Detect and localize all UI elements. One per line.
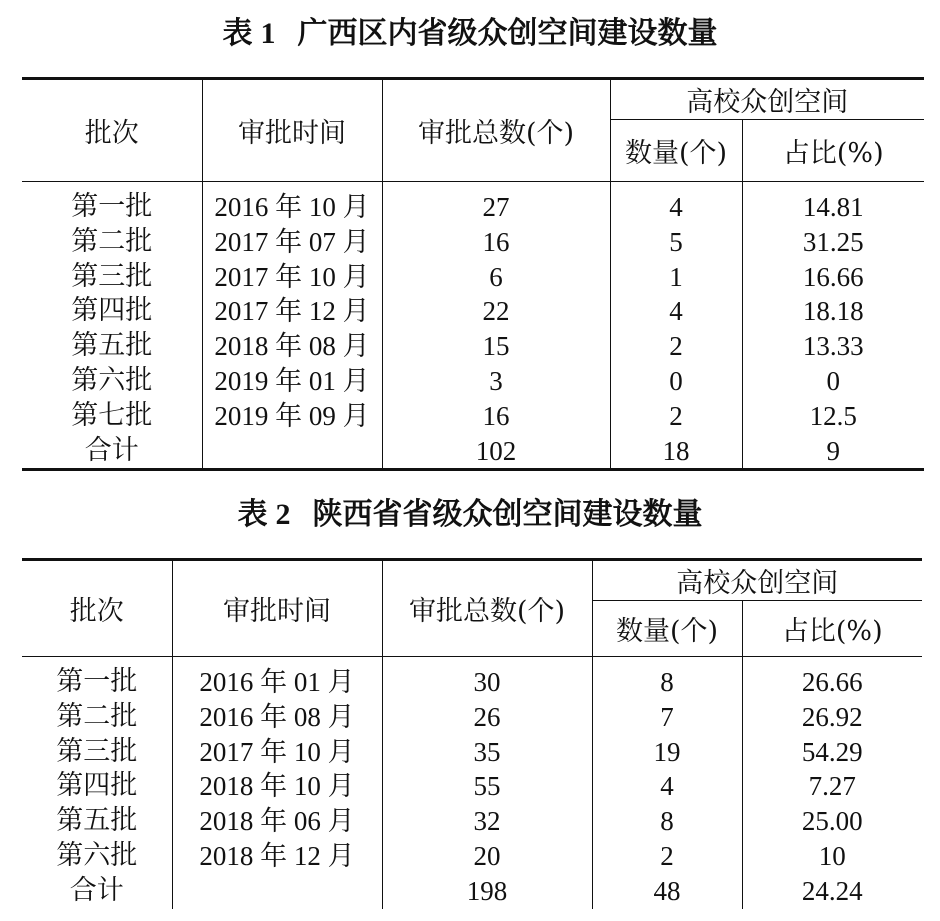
table2-row	[22, 735, 922, 770]
table2-cell-count: 48	[592, 874, 742, 909]
table1-row	[22, 225, 924, 260]
table1-cell-batch: 第七批	[71, 399, 153, 431]
table2-header-total: 审批总数(个)	[382, 560, 592, 657]
table1-cell-time: 2017 年 10 月	[202, 260, 382, 295]
table1-cell-count: 0	[610, 364, 742, 399]
table1-cell-batch: 第五批	[71, 330, 153, 362]
table1-row	[22, 260, 924, 295]
table1-cell-total: 102	[382, 434, 610, 470]
table2-cell-count: 2	[592, 839, 742, 874]
table1-caption-prefix: 表	[222, 16, 253, 51]
table2-cell-total: 35	[382, 735, 592, 770]
table1-cell-count: 1	[610, 260, 742, 295]
table2-cell-time	[172, 874, 382, 909]
table1-cell-total: 16	[382, 399, 610, 434]
table1-header-time: 审批时间	[202, 79, 382, 182]
table2-cell-ratio: 10	[742, 839, 922, 874]
table2-cell-time: 2018 年 06 月	[172, 804, 382, 839]
table1-header-ratio: 占比(%)	[742, 120, 924, 182]
table2-row	[22, 874, 922, 909]
table1-row	[22, 399, 924, 434]
table2-caption-number: 2	[275, 498, 291, 531]
table1-header-group: 高校众创空间	[610, 79, 924, 120]
table2-cell-batch: 第一批	[56, 666, 138, 697]
table2-cell-total: 30	[382, 657, 592, 700]
table1-cell-total: 27	[382, 182, 610, 225]
table2-cell-ratio: 24.24	[742, 874, 922, 909]
table1-cell-time: 2018 年 08 月	[202, 329, 382, 364]
table2-cell-total: 26	[382, 700, 592, 735]
table1-header-total: 审批总数(个)	[382, 79, 610, 182]
table1-cell-total: 16	[382, 225, 610, 260]
table1-cell-count: 4	[610, 182, 742, 225]
table2-row	[22, 700, 922, 735]
table2-cell-total: 55	[382, 769, 592, 804]
table1-cell-total: 22	[382, 294, 610, 329]
table2-cell-count: 8	[592, 657, 742, 700]
table1-cell-time: 2019 年 09 月	[202, 399, 382, 434]
table2-caption	[0, 497, 940, 533]
table2-cell-batch: 第五批	[56, 805, 138, 837]
table2-caption-text: 陕西省省级众创空间建设数量	[312, 497, 703, 532]
table1-cell-count: 5	[610, 225, 742, 260]
table1-cell-ratio: 13.33	[742, 329, 924, 364]
table1-cell-total: 3	[382, 364, 610, 399]
table2-cell-time: 2018 年 10 月	[172, 769, 382, 804]
table2-cell-time: 2018 年 12 月	[172, 839, 382, 874]
table1-cell-count: 18	[610, 434, 742, 470]
table2-header-batch: 批次	[22, 560, 172, 657]
table2-cell-count: 4	[592, 769, 742, 804]
table1-cell-batch: 第一批	[71, 191, 153, 222]
table2-header-time: 审批时间	[172, 560, 382, 657]
table1-header-batch: 批次	[22, 79, 202, 182]
table2-cell-count: 19	[592, 735, 742, 770]
table2-cell-batch: 第三批	[56, 735, 138, 767]
table1-cell-count: 2	[610, 399, 742, 434]
table1-cell-count: 4	[610, 294, 742, 329]
table1-row	[22, 364, 924, 399]
table2-cell-batch: 第四批	[56, 770, 138, 802]
table1-caption-text: 广西区内省级众创空间建设数量	[297, 16, 718, 51]
table2-cell-count: 7	[592, 700, 742, 735]
table1-caption	[0, 16, 940, 52]
table1-cell-ratio: 9	[742, 434, 924, 470]
table2-caption-prefix: 表	[237, 497, 268, 532]
table2-cell-ratio: 54.29	[742, 735, 922, 770]
table2-cell-batch: 第二批	[56, 700, 138, 732]
table1-cell-time	[202, 434, 382, 470]
table2-cell-batch: 第六批	[56, 839, 138, 871]
table1-cell-total: 15	[382, 329, 610, 364]
table2-cell-ratio: 26.92	[742, 700, 922, 735]
table2-cell-total: 32	[382, 804, 592, 839]
table2-header-count: 数量(个)	[592, 601, 742, 657]
table2-cell-time: 2016 年 08 月	[172, 700, 382, 735]
table1-row	[22, 434, 924, 470]
table1-row	[22, 329, 924, 364]
table1-cell-ratio: 31.25	[742, 225, 924, 260]
table2-cell-ratio: 25.00	[742, 804, 922, 839]
table2	[22, 558, 922, 909]
table1-cell-batch: 第四批	[71, 295, 153, 327]
table1-cell-time: 2017 年 07 月	[202, 225, 382, 260]
table1-cell-ratio: 0	[742, 364, 924, 399]
table2-cell-total: 20	[382, 839, 592, 874]
table1-cell-count: 2	[610, 329, 742, 364]
table2-cell-time: 2016 年 01 月	[172, 657, 382, 700]
table2-cell-total: 198	[382, 874, 592, 909]
table2-body	[22, 657, 922, 909]
table2-row	[22, 839, 922, 874]
table1-cell-time: 2019 年 01 月	[202, 364, 382, 399]
table2-row	[22, 769, 922, 804]
table1-cell-ratio: 18.18	[742, 294, 924, 329]
table2-cell-batch: 合计	[69, 874, 124, 906]
table1	[22, 77, 924, 471]
table1-caption-number: 1	[260, 17, 276, 50]
table2-row	[22, 804, 922, 839]
table2-header-group: 高校众创空间	[592, 560, 922, 601]
table2-header-ratio: 占比(%)	[742, 601, 922, 657]
table1-header-count: 数量(个)	[610, 120, 742, 182]
table1-cell-ratio: 14.81	[742, 182, 924, 225]
table1-body	[22, 182, 924, 470]
table1-cell-batch: 第二批	[71, 225, 153, 257]
table1-row	[22, 182, 924, 225]
table1-cell-total: 6	[382, 260, 610, 295]
table2-cell-count: 8	[592, 804, 742, 839]
table2-cell-ratio: 7.27	[742, 769, 922, 804]
table2-cell-time: 2017 年 10 月	[172, 735, 382, 770]
table1-cell-ratio: 12.5	[742, 399, 924, 434]
table1-cell-ratio: 16.66	[742, 260, 924, 295]
table2-row	[22, 657, 922, 700]
table1-cell-batch: 第三批	[71, 260, 153, 292]
table1-cell-time: 2016 年 10 月	[202, 182, 382, 225]
table1-cell-batch: 合计	[22, 434, 202, 470]
table1-row	[22, 294, 924, 329]
table1-cell-batch: 第六批	[71, 364, 153, 396]
table1-cell-time: 2017 年 12 月	[202, 294, 382, 329]
table2-cell-ratio: 26.66	[742, 657, 922, 700]
